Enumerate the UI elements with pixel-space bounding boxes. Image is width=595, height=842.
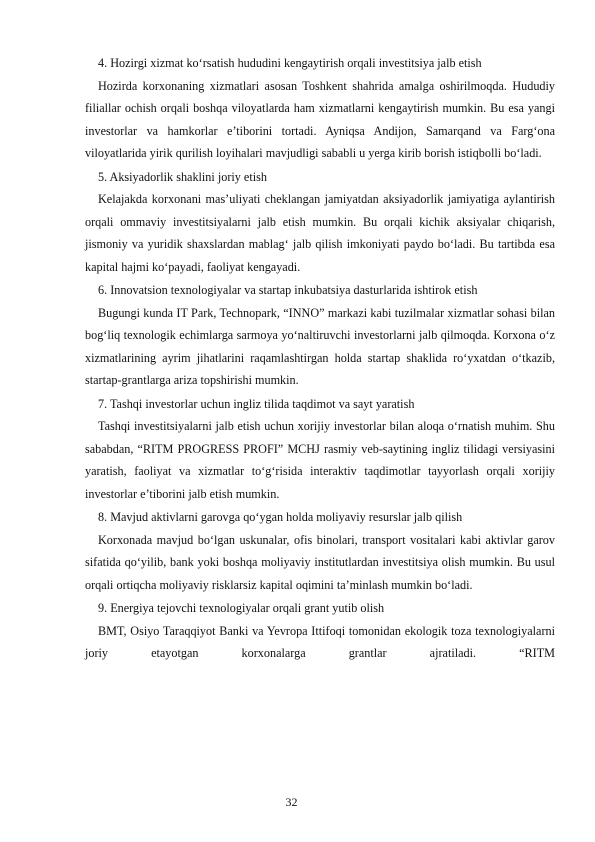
section-4-paragraph: Hozirda korxonaning xizmatlari asosan Toshkent shahrida amalga oshirilmoqda. Hududiy filiallar ochish orqali boshqa viloyatlarda ham xizmatlarni kengaytirish mumkin. Bu esa yangi investorlar va hamkorlar e’tiborini tortadi. Ayniqsa Andijon, Samarqand va Farg‘ona viloyatlarida yirik qurilish loyihalari mavjudligi sababli u yerga kirib borish istiqbolli bo‘ladi. — [85, 78, 555, 160]
section-8-paragraph: Korxonada mavjud bo‘lgan uskunalar, ofis binolari, transport vositalari kabi aktivlar garov sifatida qo‘yilib, bank yoki boshqa moliyaviy institutlardan investitsiya olish mumkin. Bu usul orqali ortiqcha moliyaviy risklarsiz kapital oqimini ta’minlash mumkin bo‘ladi. — [85, 532, 555, 592]
section-5-paragraph: Kelajakda korxonani mas’uliyati cheklangan jamiyatdan aksiyadorlik jamiyatiga aylantirish orqali ommaviy investitsiyalarni jalb etish mumkin. Bu orqali kichik aksiyalar chiqarish, jismoniy va yuridik shaxslardan mablag‘ jalb qilish imkoniyati paydo bo‘ladi. Bu tartibda esa kapital hajmi ko‘payadi, faoliyat kengayadi. — [85, 192, 555, 274]
section-4-title: 4. Hozirgi xizmat ko‘rsatish hududini kengaytirish orqali investitsiya jalb etish — [98, 56, 482, 70]
section-6-title: 6. Innovatsion texnologiyalar va startap inkubatsiya dasturlarida ishtirok etish — [98, 283, 478, 297]
section-8-title: 8. Mavjud aktivlarni garovga qo‘ygan holda moliyaviy resurslar jalb qilish — [98, 510, 463, 524]
section-6-paragraph: Bugungi kunda IT Park, Technopark, “INNO” markazi kabi tuzilmalar xizmatlar sohasi bilan bog‘liq texnologik echimlarga sarmoya yo‘naltiruvchi investorlarni jalb qilmoqda. Korxona o‘z xizmatlarining ayrim jihatlarini raqamlashtirgan holda startap shaklida ro‘yxatdan o‘tkazib, startap-grantlarga ariza topshirishi mumkin. — [85, 305, 555, 387]
section-9-title: 9. Energiya tejovchi texnologiyalar orqali grant yutib olish — [98, 601, 385, 615]
page-number: 32 — [285, 795, 298, 809]
section-7-paragraph: Tashqi investitsiyalarni jalb etish uchun xorijiy investorlar bilan aloqa o‘rnatish muhim. Shu sababdan, “RITM PROGRESS PROFI” MCHJ rasmiy veb-saytining ingliz tilidagi versiyasini yaratish, faoliyat va xizmatlar to‘g‘risida interaktiv taqdimotlar tayyorlash orqali xorijiy investorlar e’tiborini jalb etish mumkin. — [85, 419, 555, 501]
document-page — [85, 52, 555, 666]
section-9-paragraph: BMT, Osiyo Taraqqiyot Banki va Yevropa Ittifoqi tomonidan ekologik toza texnologiyalarni joriy etayotgan korxonalarga grantlar ajratiladi. “RITM — [85, 623, 555, 660]
section-7-title: 7. Tashqi investorlar uchun ingliz tilida taqdimot va sayt yaratish — [98, 396, 415, 411]
section-5-title: 5. Aksiyadorlik shaklini joriy etish — [98, 169, 267, 184]
